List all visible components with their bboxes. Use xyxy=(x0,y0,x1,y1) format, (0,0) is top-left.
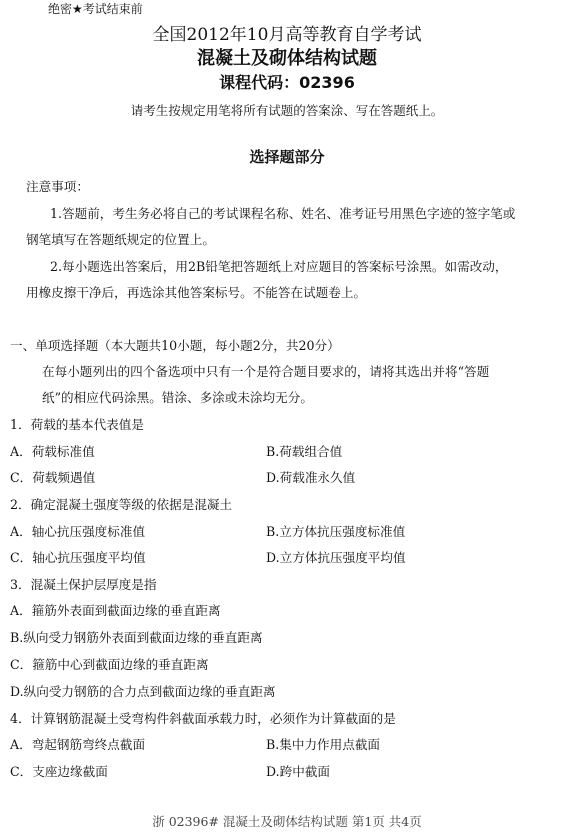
question-1-option-a: A．荷载标准值 xyxy=(10,444,95,459)
note-1-line-2: 钢笔填写在答题纸规定的位置上。 xyxy=(26,232,215,247)
question-1-option-d: D.荷载准永久值 xyxy=(266,470,356,485)
question-3-option-a: A．箍筋外表面到截面边缘的垂直距离 xyxy=(10,603,221,618)
part-1-heading: 一、单项选择题（本大题共10小题，每小题2分，共20分） xyxy=(10,338,340,353)
note-2-line-2: 用橡皮擦干净后，再选涂其他答案标号。不能答在试题卷上。 xyxy=(26,285,367,300)
exam-title: 全国2012年10月高等教育自学考试 xyxy=(152,25,422,45)
question-4-stem: 4．计算钢筋混凝土受弯构件斜截面承载力时，必须作为计算截面的是 xyxy=(10,711,396,726)
section-title: 选择题部分 xyxy=(249,148,325,166)
question-4-option-c: C．支座边缘截面 xyxy=(10,764,108,779)
question-2-option-c: C．轴心抗压强度平均值 xyxy=(10,550,146,565)
question-3-option-c: C．箍筋中心到截面边缘的垂直距离 xyxy=(10,657,209,672)
question-2-stem: 2．确定混凝土强度等级的依据是混凝土 xyxy=(10,497,233,512)
question-1-stem: 1．荷载的基本代表值是 xyxy=(10,417,144,432)
question-3-stem: 3．混凝土保护层厚度是指 xyxy=(10,577,157,592)
question-1-option-b: B.荷载组合值 xyxy=(266,444,343,459)
question-3-option-b: B.纵向受力钢筋外表面到截面边缘的垂直距离 xyxy=(10,630,263,645)
question-2-option-a: A．轴心抗压强度标准值 xyxy=(10,524,146,539)
question-4-option-b: B.集中力作用点截面 xyxy=(266,737,381,752)
question-4-option-d: D.跨中截面 xyxy=(266,764,331,779)
question-4-option-a: A．弯起钢筋弯终点截面 xyxy=(10,737,146,752)
note-2-line-1: 2.每小题选出答案后，用2B铅笔把答题纸上对应题目的答案标号涂黑。如需改动， xyxy=(50,259,508,274)
page-footer: 浙 02396# 混凝土及砌体结构试题 第1页 共4页 xyxy=(152,814,422,829)
question-2-option-d: D.立方体抗压强度平均值 xyxy=(266,550,406,565)
question-3-option-d: D.纵向受力钢筋的合力点到截面边缘的垂直距离 xyxy=(10,684,276,699)
notes-heading: 注意事项： xyxy=(26,179,89,194)
note-1-line-1: 1.答题前，考生务必将自己的考试课程名称、姓名、准考证号用黑色字迹的签字笔或 xyxy=(50,206,516,221)
part-1-desc-line-1: 在每小题列出的四个备选项中只有一个是符合题目要求的，请将其选出并将“答题 xyxy=(42,364,490,379)
part-1-desc-line-2: 纸”的相应代码涂黑。错涂、多涂或未涂均无分。 xyxy=(42,390,313,405)
subject-title: 混凝土及砌体结构试题 xyxy=(197,48,377,69)
confidential-mark: 绝密★考试结束前 xyxy=(48,2,143,16)
course-code: 课程代码：02396 xyxy=(219,73,355,92)
answer-instruction: 请考生按规定用笔将所有试题的答案涂、写在答题纸上。 xyxy=(130,103,444,118)
question-2-option-b: B.立方体抗压强度标准值 xyxy=(266,524,406,539)
question-1-option-c: C．荷载频遇值 xyxy=(10,470,96,485)
